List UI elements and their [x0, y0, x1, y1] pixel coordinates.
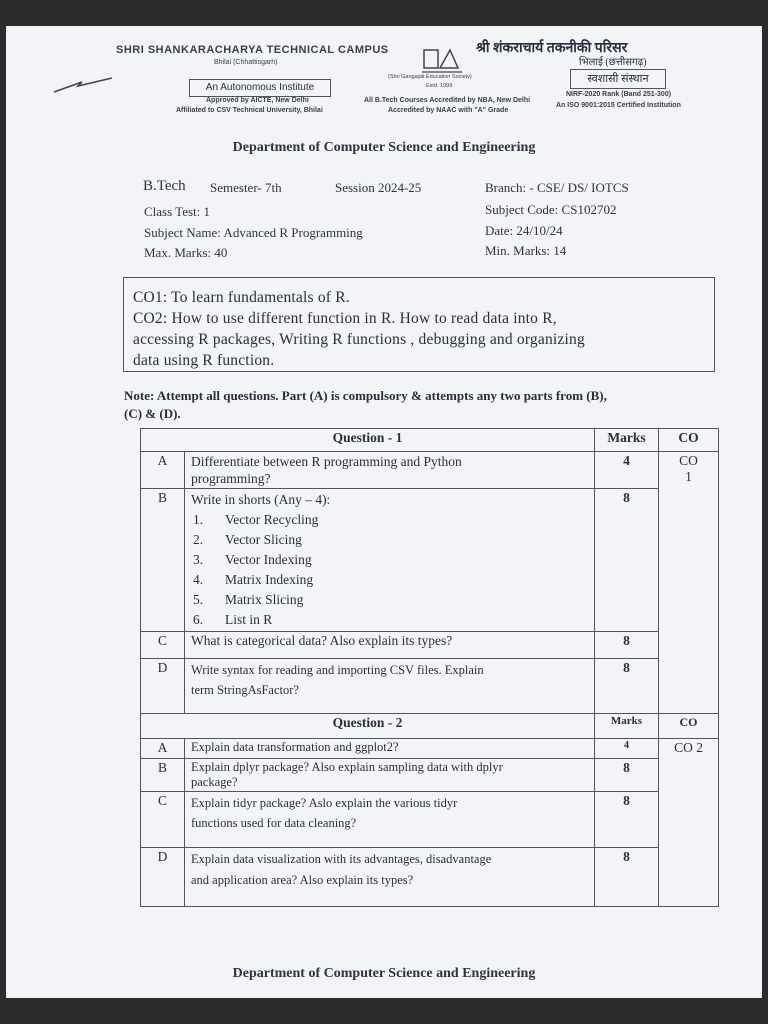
q1-title: Question - 1	[141, 429, 595, 452]
q2-a-text: Explain data transformation and ggplot2?	[185, 739, 595, 759]
pen-scribble	[52, 74, 132, 96]
q1-d-marks: 8	[595, 659, 659, 714]
note-line-2: (C) & (D).	[124, 406, 181, 421]
list-item: 1. Vector Recycling	[193, 512, 319, 527]
q2-b-text	[185, 759, 595, 792]
q1-co-value-line-1: CO	[679, 453, 698, 468]
q1-b-marks: 8	[595, 489, 659, 632]
q1-co-cell	[659, 452, 719, 714]
estd-text: Estd. 1999	[426, 83, 453, 89]
q2-d-text	[185, 848, 595, 907]
q2-c-line-2: functions used for data cleaning?	[191, 816, 357, 830]
q1-b-text: Write in shorts (Any – 4):	[191, 492, 331, 507]
class-test: Class Test: 1	[144, 204, 211, 219]
q2-b-line-2: package?	[191, 775, 238, 789]
co2-line-2: accessing R packages, Writing R functions , debugging and organizing	[133, 331, 585, 348]
list-item: 2. Vector Slicing	[193, 532, 302, 547]
hindi-location: भिलाई (छत्तीसगढ़)	[579, 57, 647, 68]
exam-date: Date: 24/10/24	[485, 223, 563, 238]
max-marks: Max. Marks: 40	[144, 245, 228, 260]
min-marks: Min. Marks: 14	[485, 243, 567, 258]
q1-d-label: D	[141, 659, 185, 714]
q2-b-marks: 8	[595, 759, 659, 792]
q1-a-label: A	[141, 452, 185, 489]
q2-title: Question - 2	[141, 714, 595, 739]
q2-d-line-2: and application area? Also explain its types?	[191, 873, 414, 887]
q2-d-line-1: Explain data visualization with its advantages, disadvantage	[191, 852, 492, 866]
q1-d-line-2: term StringAsFactor?	[191, 683, 299, 697]
co1-text: CO1: To learn fundamentals of R.	[133, 289, 350, 306]
q2-row-c	[141, 792, 719, 848]
session: Session 2024-25	[335, 180, 422, 195]
exam-paper	[6, 26, 762, 998]
q1-a-line-1: Differentiate between R programming and Python	[191, 454, 462, 469]
q2-c-label: C	[141, 792, 185, 848]
q1-b-content	[185, 489, 595, 632]
q1-d-line-1: Write syntax for reading and importing CSV files. Explain	[191, 663, 484, 677]
co2-line-1: CO2: How to use different function in R. How to read data into R,	[133, 310, 557, 327]
q1-c-label: C	[141, 632, 185, 659]
q1-row-a	[141, 452, 719, 489]
approval-text: Approved by AICTE, New Delhi	[206, 97, 309, 104]
note-line-1: Note: Attempt all questions. Part (A) is compulsory & attempts any two parts from (B),	[124, 388, 607, 403]
affiliation-text: Affiliated to CSV Technical University, Bhilai	[176, 107, 323, 114]
q1-b-label: B	[141, 489, 185, 632]
q2-b-label: B	[141, 759, 185, 792]
q1-a-text	[185, 452, 595, 489]
list-item: 4. Matrix Indexing	[193, 572, 314, 587]
q1-marks-header: Marks	[595, 429, 659, 452]
q1-d-text	[185, 659, 595, 714]
semester: Semester- 7th	[210, 180, 282, 195]
list-item: 5. Matrix Slicing	[193, 592, 304, 607]
q2-d-label: D	[141, 848, 185, 907]
q2-c-text	[185, 792, 595, 848]
q1-row-d	[141, 659, 719, 714]
q2-co-header: CO	[659, 714, 719, 739]
subject-code: Subject Code: CS102702	[485, 202, 617, 217]
nirf-text: NIRF-2020 Rank (Band 251-300)	[566, 91, 672, 98]
course-outcomes-box	[123, 277, 715, 372]
q2-b-line-1: Explain dplyr package? Also explain sampling data with dplyr	[191, 760, 503, 774]
q2-row-a	[141, 739, 719, 759]
question-1-table	[140, 428, 719, 714]
subject-name: Subject Name: Advanced R Programming	[144, 225, 363, 240]
q2-a-label: A	[141, 739, 185, 759]
co2-line-3: data using R function.	[133, 352, 275, 369]
institute-location: Bhilai (Chhattisgarh)	[214, 59, 278, 66]
list-item: 3. Vector Indexing	[193, 552, 312, 567]
q1-co-header: CO	[659, 429, 719, 452]
q1-c-marks: 8	[595, 632, 659, 659]
iso-text: An ISO 9001:2015 Certified Institution	[556, 102, 681, 109]
q2-row-b	[141, 759, 719, 792]
q1-co-value-line-2: 1	[685, 469, 692, 484]
nba-text: All B.Tech Courses Accredited by NBA, New Delhi	[364, 97, 531, 104]
society-text: (Shri Gangajali Education Society)	[388, 74, 472, 80]
q2-row-d	[141, 848, 719, 907]
footer-department: Department of Computer Science and Engineering	[232, 966, 536, 981]
q1-row-c	[141, 632, 719, 659]
hindi-autonomous-badge: स्वशासी संस्थान	[570, 69, 666, 89]
hindi-institute-name: श्री शंकराचार्य तकनीकी परिसर	[476, 41, 628, 56]
q2-co-cell: CO 2	[659, 739, 719, 907]
department-title: Department of Computer Science and Engineering	[232, 140, 536, 155]
autonomous-badge: An Autonomous Institute	[189, 79, 331, 97]
q2-marks-header: Marks	[595, 714, 659, 739]
q2-a-marks: 4	[595, 739, 659, 759]
q1-a-marks: 4	[595, 452, 659, 489]
list-item: 6. List in R	[193, 612, 273, 627]
naac-text: Accredited by NAAC with "A" Grade	[388, 107, 509, 114]
q2-c-marks: 8	[595, 792, 659, 848]
question-2-table	[140, 713, 719, 907]
instructions-note	[124, 387, 724, 423]
q1-row-b	[141, 489, 719, 632]
q1-a-line-2: programming?	[191, 471, 271, 486]
q2-d-marks: 8	[595, 848, 659, 907]
q2-c-line-1: Explain tidyr package? Aslo explain the various tidyr	[191, 796, 458, 810]
institute-name: SHRI SHANKARACHARYA TECHNICAL CAMPUS	[116, 44, 389, 56]
course-name: B.Tech	[143, 178, 186, 194]
branch: Branch: - CSE/ DS/ IOTCS	[485, 180, 629, 195]
q1-c-text: What is categorical data? Also explain its types?	[185, 632, 595, 659]
